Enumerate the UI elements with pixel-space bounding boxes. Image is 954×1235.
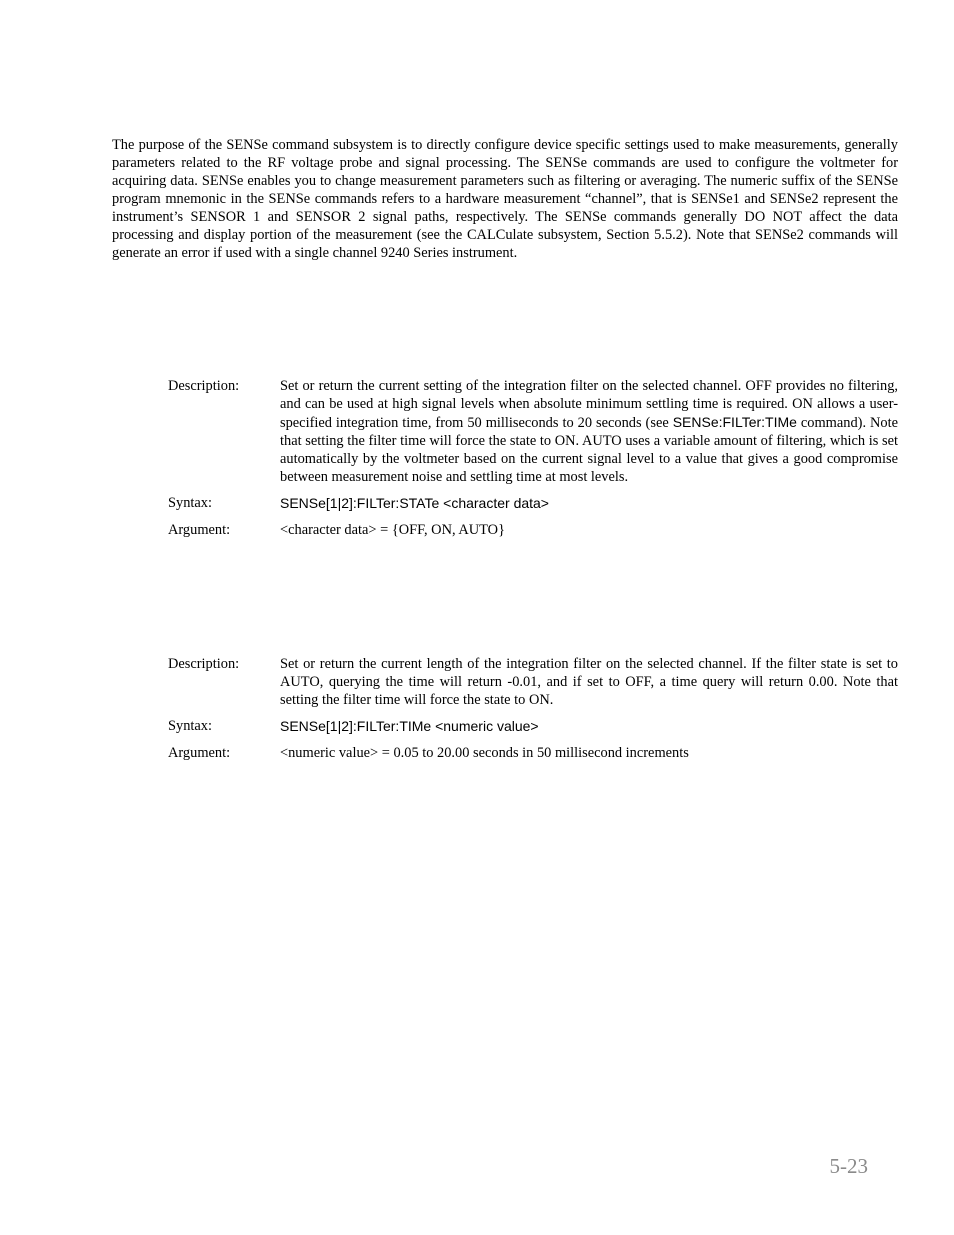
page-number: 5-23 xyxy=(829,1154,868,1178)
description-row xyxy=(168,655,898,709)
argument-label: Argument: xyxy=(168,522,231,538)
argument-text: <numeric value> = 0.05 to 20.00 seconds in 50 millisecond increments xyxy=(280,745,689,761)
description-text-part: command). Note that setting the filter time will force the state to ON. AUTO uses a variable amount of filtering, which is set automatically by the voltmeter based on the current signal level to a value that gives a good compromise between measurement noise and settling time at most levels. xyxy=(280,415,898,485)
syntax-label: Syntax: xyxy=(168,718,212,734)
syntax-text: SENSe[1|2]:FILTer:STATe <character data> xyxy=(280,495,549,511)
description-text xyxy=(280,377,898,486)
argument-text: <character data> = {OFF, ON, AUTO} xyxy=(280,522,505,538)
argument-label: Argument: xyxy=(168,745,231,761)
description-text: Set or return the current length of the integration filter on the selected channel. If the filter state is set to AUTO, querying the time will return -0.01, and if set to OFF, a time query will return 0.00. Note that setting the filter time will force the state to ON. xyxy=(280,656,898,708)
description-label: Description: xyxy=(168,378,240,394)
syntax-row xyxy=(168,717,898,735)
filter-time-command xyxy=(168,655,898,762)
description-text-part: Set or return the current setting of the integration filter on the selected channel. OFF provides no filtering, and can be used at high signal levels when absolute minimum settling time is required. ON allows a user-specified integration time, from 50 milliseconds to 20 seconds (see xyxy=(280,378,898,431)
syntax-row xyxy=(168,494,898,512)
syntax-label: Syntax: xyxy=(168,495,212,511)
command-reference: SENSe:FILTer:TIMe xyxy=(672,414,797,430)
syntax-text: SENSe[1|2]:FILTer:TIMe <numeric value> xyxy=(280,718,539,734)
filter-state-command xyxy=(168,377,898,539)
intro-paragraph: The purpose of the SENSe command subsystem is to directly configure device specific settings used to make measurements, generally parameters related to the RF voltage probe and signal processing. The SENSe commands are used to configure the voltmeter for acquiring data. SENSe enables you to change measurement parameters such as filtering or averaging. The numeric suffix of the SENSe program mnemonic in the SENSe commands refers to a hardware measurement “channel”, that is SENSe1 and SENSe2 represent the instrument’s SENSOR 1 and SENSOR 2 signal paths, respectively. The SENSe commands generally DO NOT affect the data processing and display portion of the measurement (see the CALCulate subsystem, Section 5.5.2). Note that SENSe2 commands will generate an error if used with a single channel 9240 Series instrument. xyxy=(112,137,898,261)
description-label: Description: xyxy=(168,656,240,672)
argument-row xyxy=(168,521,898,539)
argument-row xyxy=(168,744,898,762)
description-row xyxy=(168,377,898,486)
